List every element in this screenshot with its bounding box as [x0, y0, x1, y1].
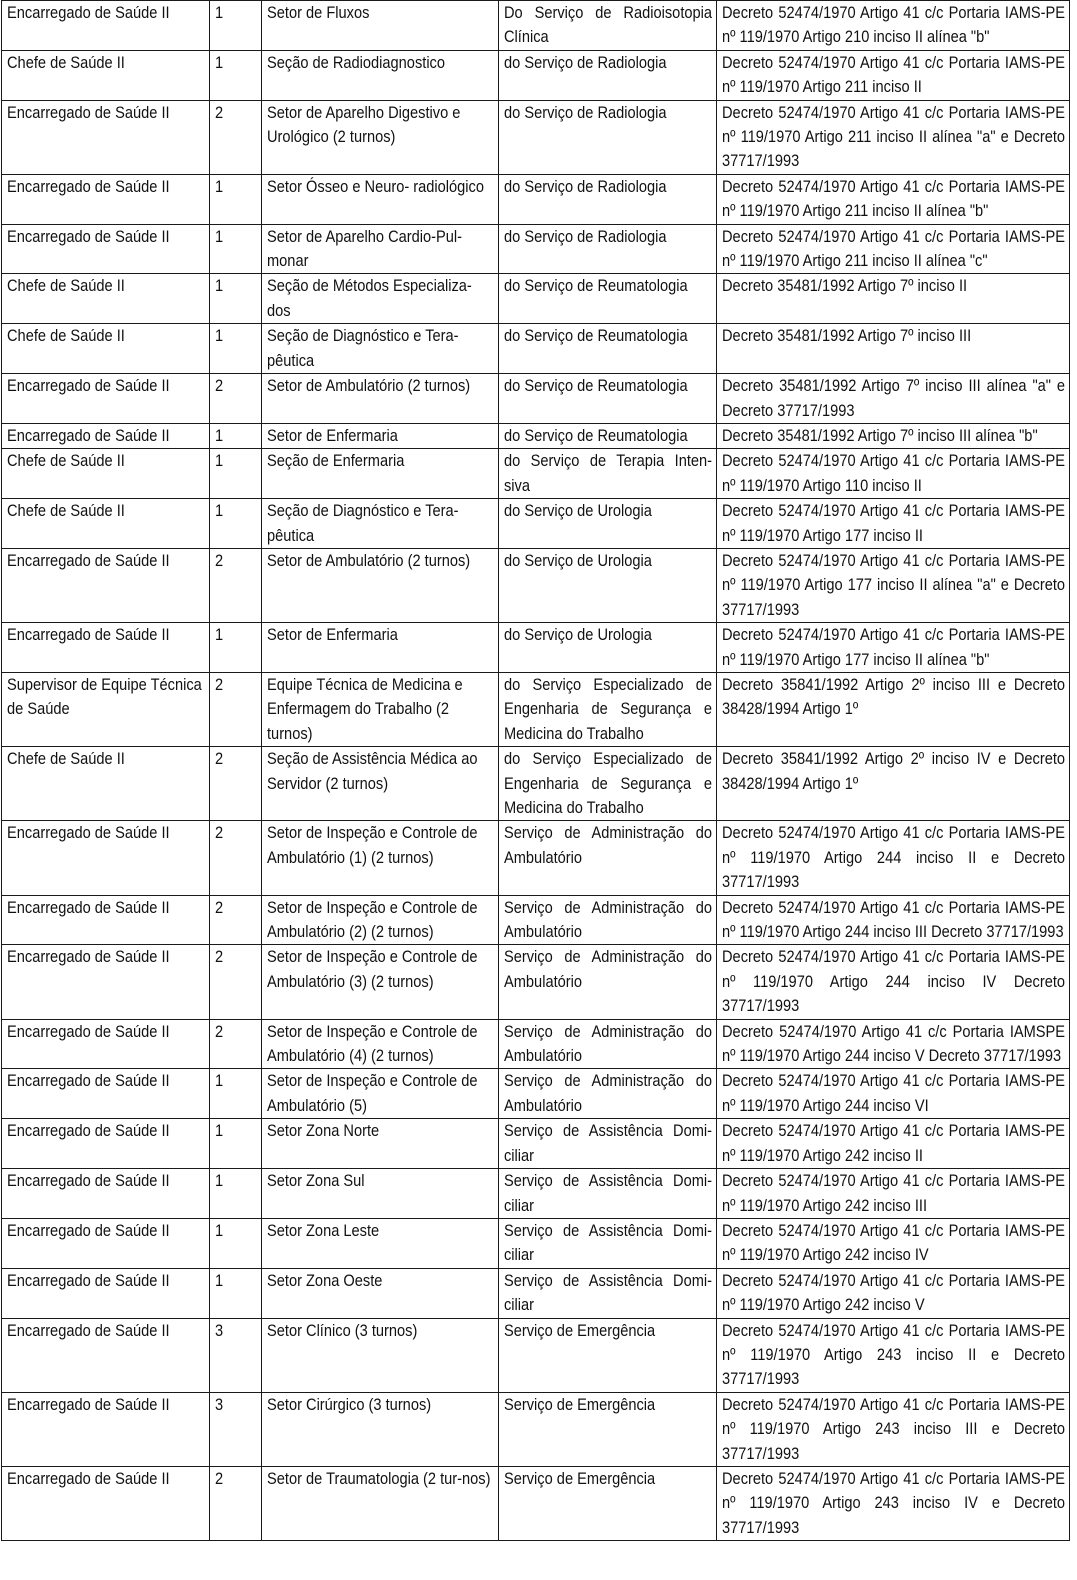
cell-quantidade-text: 1: [215, 326, 224, 346]
cell-unidade-text: Setor Zona Sul: [267, 1171, 365, 1191]
cell-quantidade: [210, 174, 262, 224]
table-row: [2, 1, 1070, 51]
cell-servico-text: Serviço de Assistência Domi-ciliar: [504, 1220, 713, 1265]
cell-servico-text: Serviço de Administração do Ambulatório: [504, 823, 713, 867]
cell-servico-text: do Serviço de Reumatologia: [504, 276, 688, 296]
cell-legislacao: [717, 100, 1070, 174]
cell-servico: [499, 324, 717, 374]
cell-cargo-text: Encarregado de Saúde II: [7, 550, 170, 570]
cell-servico: [499, 1318, 717, 1392]
cell-cargo-text: Encarregado de Saúde II: [7, 1121, 170, 1141]
cell-cargo: [2, 174, 210, 224]
cell-cargo-text: Encarregado de Saúde II: [7, 1071, 170, 1091]
cell-legislacao: [717, 623, 1070, 673]
cell-unidade: [262, 1169, 499, 1219]
cell-servico: [499, 499, 717, 549]
cell-legislacao-text: Decreto 52474/1970 Artigo 41 c/c Portaria IAMS-PE nº 119/1970 Artigo 243 inciso III e Decreto 37717/1993: [722, 1394, 1066, 1463]
table-row: [2, 945, 1070, 1019]
cell-cargo-text: Encarregado de Saúde II: [7, 897, 170, 917]
cell-legislacao-text: Decreto 35481/1992 Artigo 7º inciso III: [722, 326, 972, 346]
cell-cargo-text: Chefe de Saúde II: [7, 749, 125, 769]
cell-unidade-text: Setor Zona Oeste: [267, 1270, 383, 1290]
cell-quantidade: [210, 821, 262, 895]
cell-servico-text: do Serviço de Radiologia: [504, 176, 667, 196]
cell-quantidade: [210, 1, 262, 51]
cell-quantidade: [210, 449, 262, 499]
cell-servico: [499, 224, 717, 274]
table-row: [2, 1069, 1070, 1119]
cell-cargo-text: Encarregado de Saúde II: [7, 1220, 170, 1240]
table-row: [2, 1169, 1070, 1219]
cell-servico: [499, 895, 717, 945]
cell-servico: [499, 1392, 717, 1466]
table-row: [2, 100, 1070, 174]
cell-unidade: [262, 374, 499, 424]
cell-legislacao-text: Decreto 52474/1970 Artigo 41 c/c Portaria IAMS-PE nº 119/1970 Artigo 244 inciso VI: [722, 1071, 1066, 1115]
cell-cargo-text: Supervisor de Equipe Técnica de Saúde: [7, 674, 202, 719]
cell-quantidade-text: 1: [215, 425, 224, 445]
cell-servico: [499, 1218, 717, 1268]
cell-cargo: [2, 1019, 210, 1069]
cell-unidade: [262, 1, 499, 51]
cell-unidade-text: Setor de Ambulatório (2 turnos): [267, 550, 471, 570]
cell-unidade-text: Seção de Assistência Médica ao Servidor (2 turnos): [267, 749, 478, 793]
cell-quantidade-text: 1: [215, 501, 224, 521]
cell-legislacao-text: Decreto 52474/1970 Artigo 41 c/c Portaria IAMS-PE nº 119/1970 Artigo 210 inciso II alínea "b": [722, 3, 1066, 47]
cell-servico-text: Serviço de Emergência: [504, 1468, 656, 1488]
cell-servico: [499, 945, 717, 1019]
cell-unidade: [262, 1466, 499, 1540]
cell-servico: [499, 449, 717, 499]
cell-servico-text: Serviço de Administração do Ambulatório: [504, 1071, 713, 1115]
cell-quantidade-text: 3: [215, 1320, 224, 1340]
cell-legislacao: [717, 423, 1070, 448]
table-row: [2, 1318, 1070, 1392]
table-row: [2, 672, 1070, 746]
cell-unidade-text: Setor de Aparelho Cardio-Pul-monar: [267, 226, 463, 271]
table-row: [2, 623, 1070, 673]
cell-unidade: [262, 499, 499, 549]
cell-servico: [499, 1, 717, 51]
cell-servico: [499, 374, 717, 424]
cell-quantidade-text: 2: [215, 897, 224, 917]
cell-legislacao-text: Decreto 52474/1970 Artigo 41 c/c Portaria IAMS-PE nº 119/1970 Artigo 211 inciso II alínea "a" e Decreto 37717/1993: [722, 102, 1066, 171]
cell-cargo: [2, 1218, 210, 1268]
cell-legislacao: [717, 747, 1070, 821]
cell-quantidade-text: 1: [215, 52, 224, 72]
cell-legislacao: [717, 1169, 1070, 1219]
table-row: [2, 499, 1070, 549]
table-row: [2, 374, 1070, 424]
cell-unidade: [262, 747, 499, 821]
cell-quantidade-text: 2: [215, 749, 224, 769]
table-row: [2, 274, 1070, 324]
cell-quantidade: [210, 1392, 262, 1466]
cell-servico-text: do Serviço de Reumatologia: [504, 376, 688, 396]
cell-unidade-text: Setor de Ambulatório (2 turnos): [267, 376, 471, 396]
cell-servico-text: do Serviço de Urologia: [504, 550, 652, 570]
cell-legislacao-text: Decreto 52474/1970 Artigo 41 c/c Portaria IAMS-PE nº 119/1970 Artigo 242 inciso III: [722, 1171, 1066, 1215]
cell-cargo: [2, 1392, 210, 1466]
cell-servico-text: Serviço de Assistência Domi-ciliar: [504, 1270, 713, 1315]
cell-cargo: [2, 100, 210, 174]
cell-legislacao-text: Decreto 52474/1970 Artigo 41 c/c Portaria IAMS-PE nº 119/1970 Artigo 211 inciso II: [722, 52, 1066, 97]
cell-quantidade-text: 2: [215, 674, 224, 694]
cell-quantidade: [210, 895, 262, 945]
cell-legislacao-text: Decreto 35481/1992 Artigo 7º inciso III alínea "b": [722, 425, 1038, 445]
cell-unidade-text: Seção de Diagnóstico e Tera-pêutica: [267, 501, 459, 545]
cell-unidade: [262, 821, 499, 895]
cell-quantidade-text: 1: [215, 276, 224, 296]
cell-unidade-text: Setor de Traumatologia (2 tur-nos): [267, 1468, 491, 1488]
table-row: [2, 1119, 1070, 1169]
cell-unidade: [262, 1268, 499, 1318]
cell-quantidade: [210, 1268, 262, 1318]
cell-unidade: [262, 548, 499, 622]
cell-quantidade-text: 2: [215, 550, 224, 570]
cell-cargo: [2, 945, 210, 1019]
table-row: [2, 449, 1070, 499]
cell-servico-text: Serviço de Assistência Domi-ciliar: [504, 1121, 713, 1165]
cell-unidade-text: Setor de Inspeção e Controle de Ambulatório (5): [267, 1071, 478, 1115]
cell-unidade-text: Setor de Inspeção e Controle de Ambulatório (4) (2 turnos): [267, 1021, 478, 1066]
cell-servico-text: do Serviço Especializado de Engenharia de Segurança e Medicina do Trabalho: [504, 674, 713, 743]
cell-cargo: [2, 1268, 210, 1318]
cell-cargo-text: Chefe de Saúde II: [7, 276, 125, 296]
cell-cargo: [2, 1318, 210, 1392]
cell-cargo: [2, 499, 210, 549]
cell-unidade: [262, 1119, 499, 1169]
cell-cargo-text: Encarregado de Saúde II: [7, 1021, 170, 1041]
cell-unidade: [262, 224, 499, 274]
cell-cargo-text: Encarregado de Saúde II: [7, 1270, 170, 1290]
cell-quantidade-text: 1: [215, 1121, 224, 1141]
cell-cargo-text: Chefe de Saúde II: [7, 501, 125, 521]
cell-unidade: [262, 100, 499, 174]
cell-quantidade-text: 1: [215, 625, 224, 645]
table-row: [2, 174, 1070, 224]
cell-quantidade: [210, 672, 262, 746]
cell-legislacao: [717, 224, 1070, 274]
cell-servico-text: do Serviço de Terapia Inten-siva: [504, 451, 713, 495]
cell-quantidade-text: 1: [215, 3, 224, 22]
cell-quantidade: [210, 548, 262, 622]
cell-cargo-text: Chefe de Saúde II: [7, 326, 125, 346]
cell-servico-text: Serviço de Administração do Ambulatório: [504, 1021, 713, 1066]
cell-quantidade: [210, 374, 262, 424]
cell-cargo: [2, 672, 210, 746]
cell-cargo: [2, 50, 210, 100]
cell-cargo: [2, 1169, 210, 1219]
cell-legislacao: [717, 50, 1070, 100]
cell-cargo-text: Encarregado de Saúde II: [7, 1171, 170, 1191]
cell-quantidade: [210, 945, 262, 1019]
cell-quantidade-text: 1: [215, 1220, 224, 1240]
cell-legislacao-text: Decreto 52474/1970 Artigo 41 c/c Portaria IAMS-PE nº 119/1970 Artigo 242 inciso IV: [722, 1220, 1066, 1265]
cell-quantidade: [210, 1218, 262, 1268]
cell-cargo-text: Encarregado de Saúde II: [7, 823, 170, 843]
cell-unidade: [262, 1318, 499, 1392]
cell-legislacao-text: Decreto 52474/1970 Artigo 41 c/c Portaria IAMS-PE nº 119/1970 Artigo 211 inciso II alínea "c": [722, 226, 1066, 271]
table-row: [2, 1268, 1070, 1318]
cell-servico-text: do Serviço de Radiologia: [504, 226, 667, 246]
cell-legislacao: [717, 1069, 1070, 1119]
cell-legislacao-text: Decreto 52474/1970 Artigo 41 c/c Portaria IAMS-PE nº 119/1970 Artigo 242 inciso V: [722, 1270, 1066, 1315]
cell-unidade-text: Seção de Diagnóstico e Tera-pêutica: [267, 326, 459, 370]
cell-cargo: [2, 821, 210, 895]
cell-unidade-text: Setor de Enfermaria: [267, 625, 398, 645]
cell-legislacao: [717, 274, 1070, 324]
cell-servico-text: do Serviço de Urologia: [504, 501, 652, 521]
cell-servico-text: Do Serviço de Radioisotopia Clínica: [504, 3, 713, 47]
cell-cargo: [2, 747, 210, 821]
cell-quantidade: [210, 1169, 262, 1219]
cell-cargo: [2, 895, 210, 945]
cell-servico-text: do Serviço de Reumatologia: [504, 326, 688, 346]
table-row: [2, 324, 1070, 374]
cell-unidade: [262, 274, 499, 324]
table-row: [2, 1019, 1070, 1069]
cell-quantidade: [210, 324, 262, 374]
cell-legislacao: [717, 945, 1070, 1019]
cell-cargo-text: Encarregado de Saúde II: [7, 226, 170, 246]
cell-cargo: [2, 449, 210, 499]
cell-unidade-text: Setor de Fluxos: [267, 3, 370, 22]
table-row: [2, 747, 1070, 821]
cell-unidade-text: Setor Cirúrgico (3 turnos): [267, 1394, 432, 1414]
cell-cargo: [2, 1, 210, 51]
cell-cargo-text: Encarregado de Saúde II: [7, 102, 170, 122]
table-row: [2, 423, 1070, 448]
cell-legislacao: [717, 449, 1070, 499]
cell-cargo-text: Encarregado de Saúde II: [7, 3, 170, 22]
cell-quantidade-text: 1: [215, 176, 224, 196]
cell-unidade-text: Setor de Inspeção e Controle de Ambulatório (1) (2 turnos): [267, 823, 478, 867]
cell-quantidade-text: 1: [215, 1270, 224, 1290]
cell-legislacao: [717, 1, 1070, 51]
cell-quantidade-text: 2: [215, 947, 224, 967]
cell-cargo: [2, 1466, 210, 1540]
cell-legislacao-text: Decreto 52474/1970 Artigo 41 c/c Portaria IAMS-PE nº 119/1970 Artigo 177 inciso II alínea "a" e Decreto 37717/1993: [722, 550, 1066, 619]
cell-legislacao-text: Decreto 52474/1970 Artigo 41 c/c Portaria IAMS-PE nº 119/1970 Artigo 244 inciso IV Decreto 37717/1993: [722, 947, 1066, 1016]
cell-quantidade: [210, 1019, 262, 1069]
cell-cargo-text: Encarregado de Saúde II: [7, 425, 170, 445]
cell-cargo-text: Encarregado de Saúde II: [7, 376, 170, 396]
positions-table: [1, 0, 1070, 1541]
cell-legislacao-text: Decreto 52474/1970 Artigo 41 c/c Portaria IAMS-PE nº 119/1970 Artigo 244 inciso III Decreto 37717/1993: [722, 897, 1066, 942]
cell-cargo: [2, 548, 210, 622]
cell-legislacao: [717, 324, 1070, 374]
cell-unidade: [262, 1392, 499, 1466]
cell-legislacao: [717, 1268, 1070, 1318]
cell-unidade: [262, 1069, 499, 1119]
cell-unidade-text: Setor Ósseo e Neuro- radiológico: [267, 176, 484, 196]
cell-cargo: [2, 324, 210, 374]
cell-quantidade: [210, 747, 262, 821]
cell-legislacao: [717, 1392, 1070, 1466]
table-body: [2, 1, 1070, 1541]
cell-quantidade-text: 2: [215, 823, 224, 843]
cell-quantidade: [210, 100, 262, 174]
table-row: [2, 895, 1070, 945]
cell-unidade-text: Setor de Inspeção e Controle de Ambulatório (3) (2 turnos): [267, 947, 478, 991]
cell-legislacao-text: Decreto 35481/1992 Artigo 7º inciso II: [722, 276, 968, 296]
cell-unidade: [262, 449, 499, 499]
cell-servico: [499, 50, 717, 100]
cell-servico: [499, 1119, 717, 1169]
cell-servico: [499, 1169, 717, 1219]
cell-unidade: [262, 50, 499, 100]
cell-legislacao: [717, 174, 1070, 224]
cell-legislacao: [717, 1466, 1070, 1540]
cell-legislacao-text: Decreto 35481/1992 Artigo 7º inciso III alínea "a" e Decreto 37717/1993: [722, 376, 1066, 420]
cell-legislacao-text: Decreto 52474/1970 Artigo 41 c/c Portaria IAMSPE nº 119/1970 Artigo 244 inciso V Decreto 37717/1993: [722, 1021, 1066, 1066]
table-row: [2, 50, 1070, 100]
cell-servico-text: Serviço de Assistência Domi-ciliar: [504, 1171, 713, 1215]
cell-servico: [499, 821, 717, 895]
cell-legislacao: [717, 374, 1070, 424]
table-row: [2, 1392, 1070, 1466]
cell-legislacao-text: Decreto 35841/1992 Artigo 2º inciso III e Decreto 38428/1994 Artigo 1º: [722, 674, 1066, 719]
cell-legislacao: [717, 1218, 1070, 1268]
cell-unidade: [262, 1218, 499, 1268]
cell-unidade: [262, 945, 499, 1019]
cell-servico-text: Serviço de Administração do Ambulatório: [504, 947, 713, 991]
cell-unidade-text: Setor Clínico (3 turnos): [267, 1320, 418, 1340]
cell-quantidade: [210, 274, 262, 324]
cell-servico: [499, 1268, 717, 1318]
cell-servico: [499, 1069, 717, 1119]
table-row: [2, 1218, 1070, 1268]
cell-quantidade: [210, 224, 262, 274]
cell-servico: [499, 100, 717, 174]
cell-unidade-text: Setor de Enfermaria: [267, 425, 398, 445]
cell-cargo-text: Chefe de Saúde II: [7, 451, 125, 471]
cell-quantidade: [210, 1466, 262, 1540]
cell-unidade-text: Equipe Técnica de Medicina e Enfermagem do Trabalho (2 turnos): [267, 674, 463, 743]
cell-legislacao-text: Decreto 52474/1970 Artigo 41 c/c Portaria IAMS-PE nº 119/1970 Artigo 110 inciso II: [722, 451, 1066, 495]
cell-servico-text: do Serviço de Reumatologia: [504, 425, 688, 445]
cell-unidade: [262, 895, 499, 945]
cell-servico-text: Serviço de Emergência: [504, 1394, 656, 1414]
cell-quantidade-text: 1: [215, 226, 224, 246]
cell-cargo-text: Encarregado de Saúde II: [7, 176, 170, 196]
cell-quantidade-text: 2: [215, 102, 224, 122]
cell-unidade-text: Setor de Aparelho Digestivo e Urológico (2 turnos): [267, 102, 461, 147]
cell-unidade-text: Seção de Radiodiagnostico: [267, 52, 446, 72]
cell-legislacao-text: Decreto 52474/1970 Artigo 41 c/c Portaria IAMS-PE nº 119/1970 Artigo 243 inciso IV e Decreto 37717/1993: [722, 1468, 1066, 1537]
cell-quantidade-text: 1: [215, 1071, 224, 1091]
cell-unidade: [262, 1019, 499, 1069]
cell-cargo-text: Encarregado de Saúde II: [7, 1468, 170, 1488]
cell-servico-text: do Serviço de Radiologia: [504, 52, 667, 72]
cell-quantidade: [210, 623, 262, 673]
cell-cargo: [2, 1119, 210, 1169]
cell-servico-text: Serviço de Administração do Ambulatório: [504, 897, 713, 942]
cell-servico-text: do Serviço de Radiologia: [504, 102, 667, 122]
cell-legislacao: [717, 1119, 1070, 1169]
cell-legislacao-text: Decreto 52474/1970 Artigo 41 c/c Portaria IAMS-PE nº 119/1970 Artigo 244 inciso II e Decreto 37717/1993: [722, 823, 1066, 892]
cell-servico: [499, 747, 717, 821]
table-row: [2, 1466, 1070, 1540]
cell-servico: [499, 548, 717, 622]
cell-unidade-text: Setor de Inspeção e Controle de Ambulatório (2) (2 turnos): [267, 897, 478, 942]
cell-quantidade: [210, 50, 262, 100]
cell-servico: [499, 423, 717, 448]
cell-servico-text: Serviço de Emergência: [504, 1320, 656, 1340]
cell-unidade: [262, 423, 499, 448]
cell-legislacao-text: Decreto 52474/1970 Artigo 41 c/c Portaria IAMS-PE nº 119/1970 Artigo 211 inciso II alínea "b": [722, 176, 1066, 221]
cell-servico-text: do Serviço Especializado de Engenharia de Segurança e Medicina do Trabalho: [504, 749, 713, 817]
cell-unidade-text: Setor Zona Leste: [267, 1220, 380, 1240]
cell-quantidade-text: 1: [215, 451, 224, 471]
cell-legislacao-text: Decreto 52474/1970 Artigo 41 c/c Portaria IAMS-PE nº 119/1970 Artigo 242 inciso II: [722, 1121, 1066, 1165]
cell-quantidade: [210, 1318, 262, 1392]
cell-legislacao: [717, 1019, 1070, 1069]
cell-unidade-text: Seção de Métodos Especializa-dos: [267, 276, 472, 320]
cell-legislacao: [717, 895, 1070, 945]
cell-servico: [499, 174, 717, 224]
cell-servico: [499, 672, 717, 746]
cell-legislacao: [717, 548, 1070, 622]
cell-quantidade: [210, 1069, 262, 1119]
table-row: [2, 548, 1070, 622]
cell-unidade: [262, 672, 499, 746]
cell-unidade-text: Setor Zona Norte: [267, 1121, 380, 1141]
cell-cargo: [2, 274, 210, 324]
cell-legislacao: [717, 499, 1070, 549]
cell-quantidade-text: 2: [215, 376, 224, 396]
cell-servico-text: do Serviço de Urologia: [504, 625, 652, 645]
cell-cargo-text: Encarregado de Saúde II: [7, 1394, 170, 1414]
cell-cargo-text: Chefe de Saúde II: [7, 52, 125, 72]
cell-legislacao-text: Decreto 52474/1970 Artigo 41 c/c Portaria IAMS-PE nº 119/1970 Artigo 243 inciso II e Decreto 37717/1993: [722, 1320, 1066, 1389]
cell-servico: [499, 623, 717, 673]
cell-servico: [499, 1466, 717, 1540]
cell-legislacao: [717, 672, 1070, 746]
cell-cargo: [2, 423, 210, 448]
cell-quantidade: [210, 499, 262, 549]
cell-cargo: [2, 623, 210, 673]
cell-cargo: [2, 374, 210, 424]
cell-servico: [499, 274, 717, 324]
cell-quantidade-text: 1: [215, 1171, 224, 1191]
table-row: [2, 224, 1070, 274]
cell-quantidade-text: 3: [215, 1394, 224, 1414]
cell-unidade: [262, 174, 499, 224]
cell-cargo: [2, 224, 210, 274]
cell-cargo-text: Encarregado de Saúde II: [7, 625, 170, 645]
cell-unidade: [262, 324, 499, 374]
cell-cargo-text: Encarregado de Saúde II: [7, 947, 170, 967]
cell-quantidade: [210, 1119, 262, 1169]
cell-servico: [499, 1019, 717, 1069]
cell-cargo: [2, 1069, 210, 1119]
cell-legislacao-text: Decreto 52474/1970 Artigo 41 c/c Portaria IAMS-PE nº 119/1970 Artigo 177 inciso II: [722, 501, 1066, 545]
cell-unidade: [262, 623, 499, 673]
cell-quantidade-text: 2: [215, 1021, 224, 1041]
cell-legislacao: [717, 1318, 1070, 1392]
cell-quantidade-text: 2: [215, 1468, 224, 1488]
cell-unidade-text: Seção de Enfermaria: [267, 451, 405, 471]
cell-legislacao-text: Decreto 35841/1992 Artigo 2º inciso IV e Decreto 38428/1994 Artigo 1º: [722, 749, 1066, 793]
cell-legislacao-text: Decreto 52474/1970 Artigo 41 c/c Portaria IAMS-PE nº 119/1970 Artigo 177 inciso II alínea "b": [722, 625, 1066, 669]
cell-legislacao: [717, 821, 1070, 895]
cell-quantidade: [210, 423, 262, 448]
cell-cargo-text: Encarregado de Saúde II: [7, 1320, 170, 1340]
table-row: [2, 821, 1070, 895]
